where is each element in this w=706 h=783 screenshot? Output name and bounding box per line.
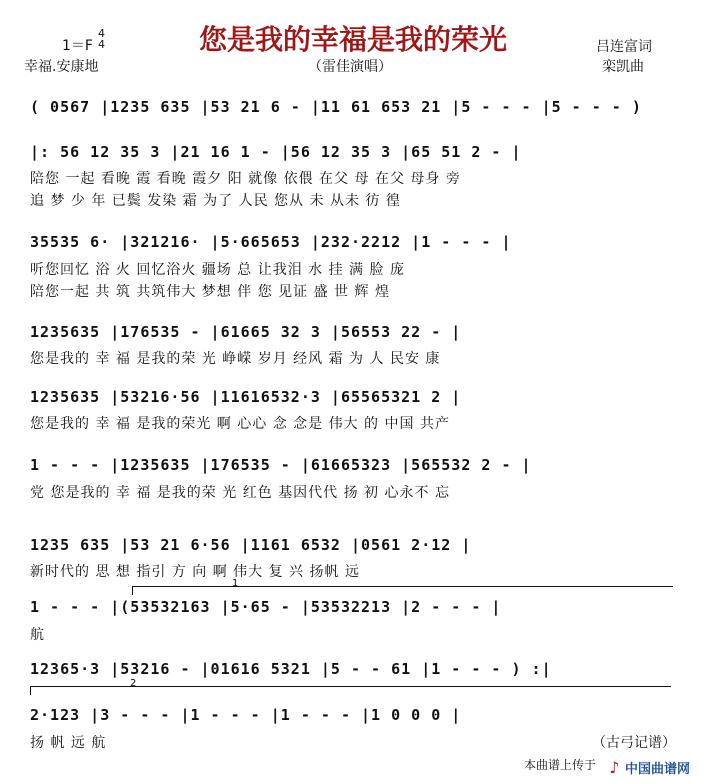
song-title: 您是我的幸福是我的荣光: [198, 23, 507, 56]
lyrics-verse-1: 听您回忆 浴 火 回忆浴火 疆场 总 让我泪 水 挂 满 脸 庞: [30, 262, 405, 278]
volta-number-1: 1: [232, 578, 239, 589]
time-signature: 4 4: [98, 27, 105, 51]
volta-bracket-2: [30, 686, 671, 695]
lyrics-line: 航: [30, 627, 45, 643]
jianpu-notes: 1 - - - |1235635 |176535 - |61665323 |565532 2 - |: [30, 456, 532, 474]
jianpu-notes: 1235 635 |53 21 6·56 |1161 6532 |0561 2·12 |: [30, 536, 472, 554]
lyrics-line: 扬 帆 远 航: [30, 735, 107, 751]
lyrics-line: 您是我的 幸 福 是我的荣光 啊 心心 念 念是 伟大 的 中国 共产: [30, 416, 450, 432]
jianpu-notes: ( 0567 |1235 635 |53 21 6 - |11 61 653 21 |5 - - - |5 - - - ): [30, 98, 642, 116]
jianpu-notes: 1 - - - |(53532163 |5·65 - |53532213 |2 - - - |: [30, 598, 502, 616]
jianpu-notes: 1235635 |176535 - |61665 32 3 |56553 22 - |: [30, 323, 462, 341]
tempo-mood: 幸福.安康地: [24, 59, 99, 75]
jianpu-notes: 2·123 |3 - - - |1 - - - |1 - - - |1 0 0 0 |: [30, 706, 462, 724]
upload-note: 本曲谱上传于: [523, 758, 596, 772]
performer: （雷佳演唱）: [308, 59, 392, 75]
jianpu-notes: 12365·3 |53216 - |01616 5321 |5 - - 61 |1 - - - ) :|: [30, 660, 552, 678]
lyrics-line: 您是我的 幸 福 是我的荣 光 峥嵘 岁月 经风 霜 为 人 民安 康: [30, 351, 441, 367]
transcriber-credit: （古弓记谱）: [592, 735, 676, 751]
composer: 栾凯曲: [602, 59, 644, 75]
lyricist: 吕连富词: [596, 39, 652, 55]
site-logo: [609, 758, 690, 777]
lyrics-line: 新时代的 思 想 指引 方 向 啊 伟大 复 兴 扬帆 远: [30, 564, 360, 580]
lyrics-verse-1: 陪您 一起 看晚 霞 看晚 霞夕 阳 就像 依偎 在父 母 在父 母身 旁: [30, 171, 461, 187]
jianpu-notes: |: 56 12 35 3 |21 16 1 - |56 12 35 3 |65 51 2 - |: [30, 143, 522, 161]
jianpu-notes: 35535 6· |321216· |5·665653 |232·2212 |1 - - - |: [30, 233, 512, 251]
lyrics-verse-2: 追 梦 少 年 已鬓 发染 霜 为了 人民 您从 未 从未 彷 徨: [30, 193, 401, 209]
logo-mark-icon: ♪: [609, 758, 620, 777]
lyrics-line: 党 您是我的 幸 福 是我的荣 光 红色 基因代代 扬 初 心永不 忘: [30, 485, 450, 501]
jianpu-notes: 1235635 |53216·56 |11616532·3 |65565321 2 |: [30, 388, 462, 406]
volta-number-2: 2: [130, 678, 137, 689]
key-signature: 1＝F: [62, 38, 93, 54]
score-row-1: [30, 98, 678, 138]
site-name: 中国曲谱网: [624, 762, 690, 777]
lyrics-verse-2: 陪您一起 共 筑 共筑伟大 梦想 伴 您 见证 盛 世 辉 煌: [30, 284, 390, 300]
volta-bracket-1: [132, 586, 673, 595]
